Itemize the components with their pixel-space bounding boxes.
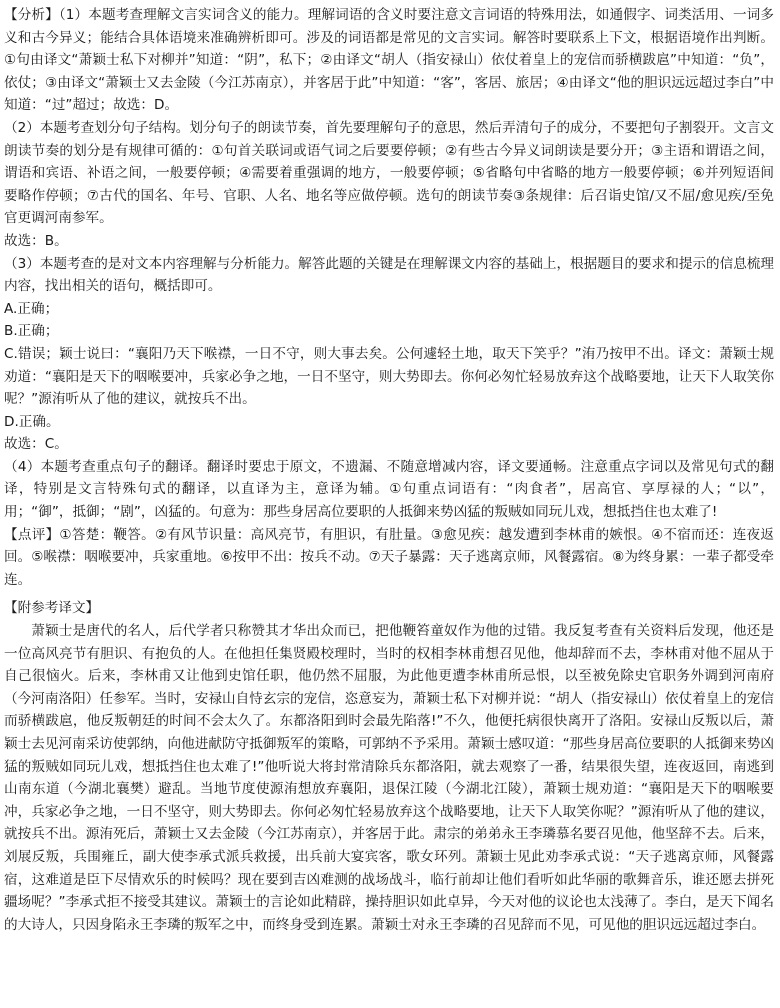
option-b: B.正确； [4, 323, 59, 340]
translation-body: 萧颖士是唐代的名人，后代学者只称赞其才华出众而已，把他鞭笞童奴作为他的过错。我反复考查有关资料后发现，他还是一位高风亮节有胆识、有抱负的人。在他担任集贤殿校理时，当时的权相李林甫想召见他，他却辞而不去，李林甫对他不屈从于自己很恼火。后来，李林甫又让他到史馆任职，他仍然不屈服，为此他更遭李林甫所忌恨，以至被免除史官职务外调到河南府（今河南洛阳）任参军。当时，安禄山自恃玄宗的宠信，恣意妄为，萧颖士私下对柳并说：“胡人（指安禄山）依仗着皇上的宠信而骄横跋扈，他反叛朝廷的时间不会太久了。东都洛阳到时会最先陷落!”不久，他便托病很快离开了洛阳。安禄山反叛以后，萧颖士去见河南采访使郭纳，向他进献防守抵御叛军的策略，可郭纳不予采用。萧颖士感叹道：“那些身居高位要职的人抵御来势凶猛的叛贼如同玩儿戏，想抵挡住也太难了!”他听说大将封常清除兵东都洛阳，就去观察了一番，结果很失望，连夜返回，南逃到山南东道（今湖北襄樊）避乱。当地节度使源洧想放弃襄阳，退保江陵（今湖北江陵），萧颖士规劝道：“襄阳是天下的咽喉要冲，兵家必争之地，一日不坚守，则大势即去。你何必匆忙轻易放弃这个战略要地，让天下人取笑你呢？”源洧听从了他的建议，就按兵不出。源洧死后，萧颖士又去金陵（今江苏南京），并客居于此。肃宗的弟弟永王李璘慕名要召见他，他坚辞不去。后来，刘展反叛，兵围雍丘，副大使李承式派兵救援，出兵前大宴宾客，歌女环列。萧颖士见此劝李承式说：“天子逃离京师，风餐露宿，这难道是臣下尽情欢乐的时候吗？现在要到吉凶难测的战场战斗，临行前却让他们看听如此华丽的歌舞音乐，谁还愿去拼死疆场呢？”李承式拒不接受其建议。萧颖士的言论如此精辟，操持胆识如此卓异，今天对他的议论也太浅薄了。李白，是天下闻名的大诗人，只因身陷永王李璘的叛军之中，而终身受到连累。萧颖士对永王李璘的召见辞而不见，可见他的胆识远远超过李白。 [4, 623, 774, 933]
analysis-part-2: （2）本题考查划分句子结构。划分句子的朗读节奏，首先要理解句子的意思，然后弄清句子的成分，不要把句子割裂开。文言文朗读节奏的划分是有规律可循的：①句首关联词或语气词之后要要停顿；②有些古今异义词朗读是要分开；③主语和谓语之间，谓语和宾语、补语之间，一般要停顿；④需要着重强调的地方，一般要停顿；⑤省略句中省略的地方一般要停顿；⑥并列短语间要略作停顿；⑦古代的国名、年号、官职、人名、地名等应做停顿。选句的朗读节奏③条规律：后召诣史馆/又不屈/愈见疾/至免官更调河南参军。 [4, 119, 774, 227]
answer-line-b: 故选：B。 [4, 232, 68, 249]
option-d: D.正确。 [4, 413, 60, 430]
analysis-part-3: （3）本题考查的是对文本内容理解与分析能力。解答此题的关键是在理解课文内容的基础上，根据题目的要求和提示的信息梳理内容，找出相关的语句，概括即可。 [4, 255, 774, 295]
translation-heading: 【附参考译文】 [4, 600, 100, 617]
comment-section: 【点评】①答楚：鞭答。②有风节识量：高风亮节，有胆识，有肚量。③愈见疾：越发遭到李林甫的嫉恨。④不宿而还：连夜返回。⑤喉襟：咽喉要冲，兵家重地。⑥按甲不出：按兵不动。⑦天子暴露：天子逃离京师，风餐露宿。⑧为终身累：一辈子都受牵连。 [4, 526, 774, 588]
option-c: C.错误；颖士说曰：“襄阳乃天下喉襟，一日不守，则大事去矣。公何遽轻土地，取天下笑乎？”洧乃按甲不出。译文：萧颖士规劝道：“襄阳是天下的咽喉要冲，兵家必争之地，一日不坚守，则大势即去。你何必匆忙轻易放弃这个战略要地，让天下人取笑你呢？”源洧听从了他的建议，就按兵不出。 [4, 345, 774, 408]
option-a: A.正确； [4, 300, 59, 317]
analysis-part-1: 【分析】（1）本题考查理解文言实词含义的能力。理解词语的含义时要注意文言词语的特殊用法，如通假字、词类活用、一词多义和古今异义；能结合具体语境来准确辨析即可。涉及的词语都是常见的文言实词。解答时要联系上下文，根据语境作出判断。①句由译文“萧颖士私下对柳并”知道：“阴”，私下；②由译文“胡人（指安禄山）依仗着皇上的宠信而骄横跋扈”中知道：“负”，依仗；③由译文“萧颖士又去金陵（今江苏南京），并客居于此”中知道：“客”，客居、旅居；④由译文“他的胆识远远超过李白”中知道：“过”超过；故选：D。 [4, 7, 774, 114]
analysis-part-4: （4）本题考查重点句子的翻译。翻译时要忠于原文，不遗漏、不随意增减内容，译文要通畅。注意重点字词以及常见句式的翻译，特别是文言特殊句式的翻译，以直译为主，意译为辅。①句重点词语有：“肉食者”，居高官、享厚禄的人；“以”，用；“御”，抵御；“剧”，凶猛的。句意为：那些身居高位要职的人抵御来势凶猛的叛贼如同玩儿戏，想抵挡住也太难了! [4, 458, 774, 521]
answer-line-c: 故选：C。 [4, 436, 68, 453]
